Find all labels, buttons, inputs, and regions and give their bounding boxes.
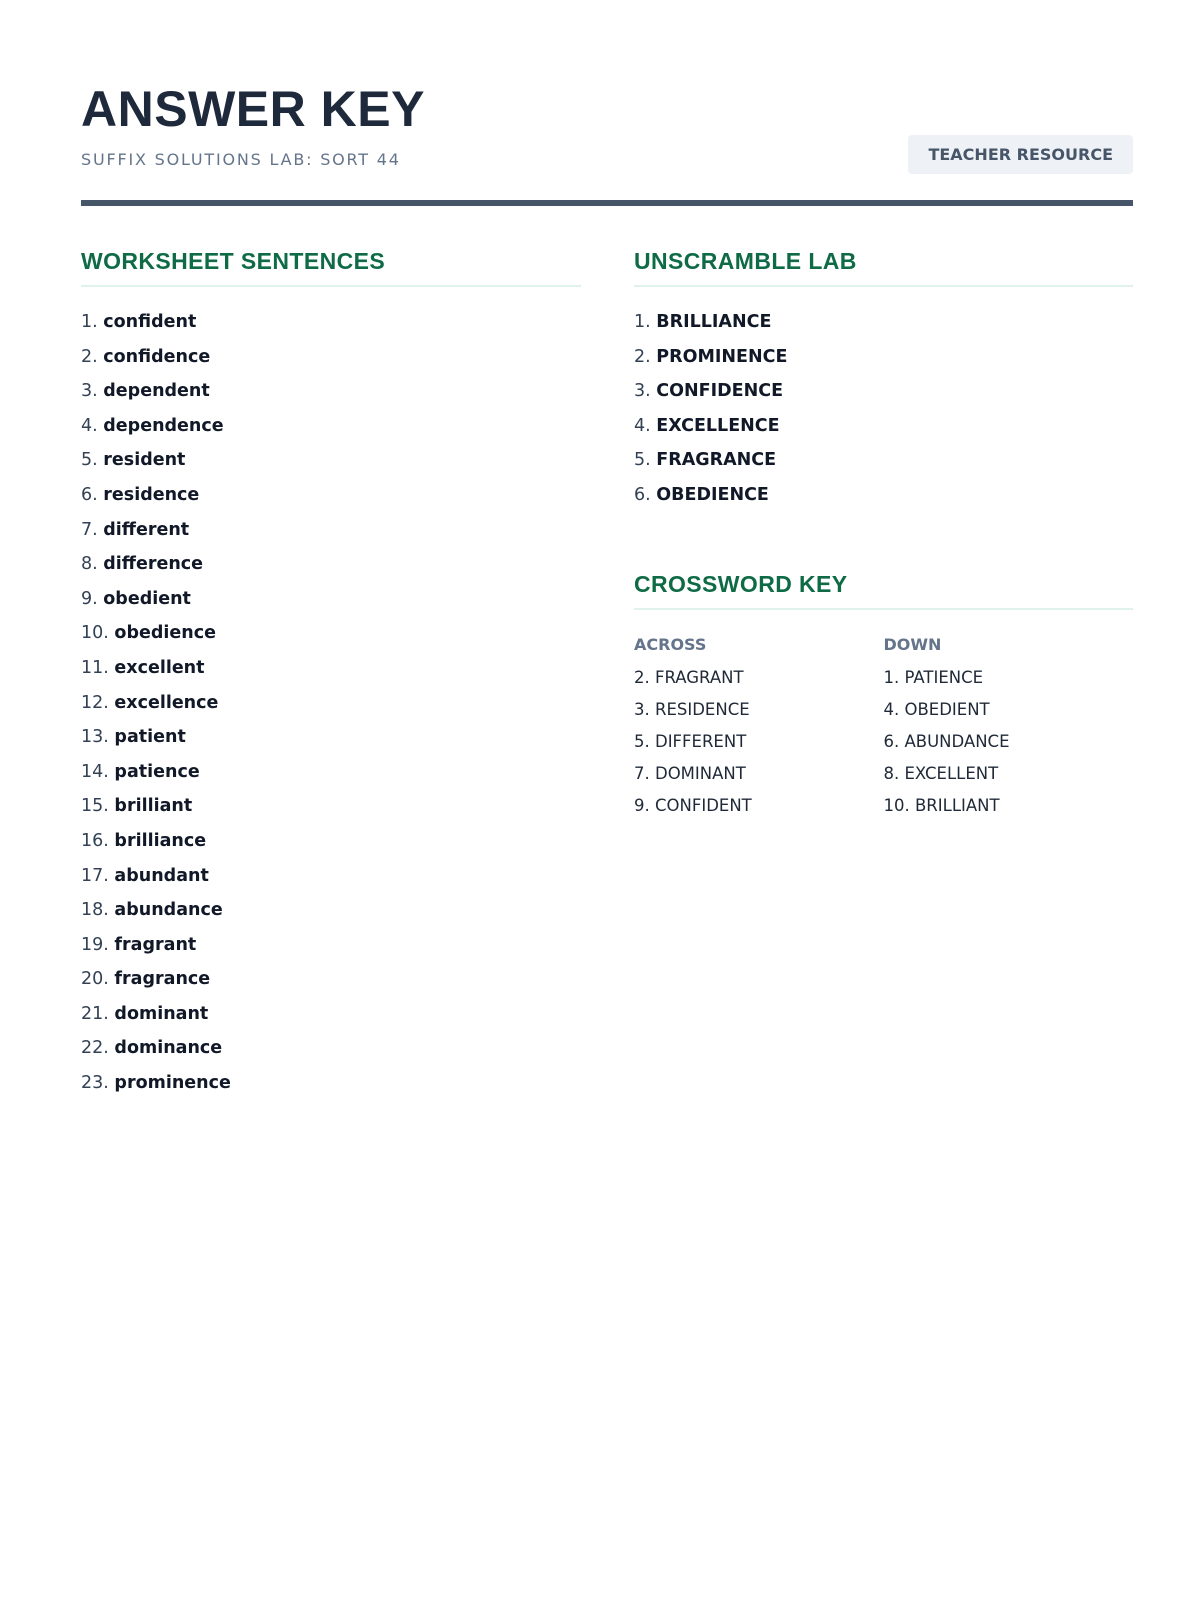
item-number: 6. [81,484,98,505]
unscramble-section-title: UNSCRAMBLE LAB [634,248,1133,287]
item-number: 2. [634,346,651,367]
item-number: 10. [81,623,109,644]
crossword-grid [634,630,1133,822]
worksheet-item [81,962,581,997]
crossword-section-title: CROSSWORD KEY [634,571,1133,610]
worksheet-item [81,755,581,790]
down-answer: 8. EXCELLENT [883,763,999,783]
item-answer: resident [103,450,186,471]
item-number: 11. [81,657,109,678]
worksheet-section [81,248,581,1101]
worksheet-item [81,651,581,686]
item-answer: patient [114,727,186,748]
crossword-down-column [884,630,1134,822]
item-number: 8. [81,554,98,575]
item-number: 23. [81,1073,109,1094]
item-number: 1. [81,312,98,332]
worksheet-item [81,582,581,617]
worksheet-item [81,997,581,1032]
unscramble-item [634,443,1133,478]
item-answer: brilliance [114,830,207,851]
worksheet-item [81,893,581,928]
header-divider [81,200,1133,206]
unscramble-item [634,340,1133,375]
down-answer: 6. ABUNDANCE [883,731,1010,751]
item-number: 16. [81,830,109,851]
worksheet-item [81,616,581,651]
item-answer: dependent [103,381,210,402]
item-number: 2. [81,346,98,367]
worksheet-item [81,1031,581,1066]
item-number: 19. [81,934,109,955]
item-number: 13. [81,727,109,748]
item-answer: fragrant [114,934,197,955]
item-answer: prominence [114,1073,231,1094]
item-answer: dominant [114,1003,209,1024]
worksheet-item [81,720,581,755]
unscramble-section [634,248,1133,513]
across-answer: 2. FRAGRANT [634,667,744,687]
header [81,80,1133,169]
worksheet-item [81,409,581,444]
item-number: 5. [634,450,651,471]
worksheet-item [81,443,581,478]
worksheet-item [81,340,581,375]
item-number: 18. [81,900,109,921]
item-number: 12. [81,692,109,713]
worksheet-item [81,686,581,721]
across-answer: 9. CONFIDENT [634,795,752,815]
item-answer: residence [103,484,200,505]
item-number: 6. [634,484,651,505]
item-answer: abundance [114,900,223,921]
item-number: 5. [81,450,98,471]
across-answer: 3. RESIDENCE [634,699,750,719]
item-answer: difference [103,554,204,575]
across-answer: 5. DIFFERENT [634,731,747,751]
unscramble-answer-list [634,305,1133,513]
item-answer: excellence [114,692,219,713]
item-answer: dominance [114,1038,223,1059]
item-number: 4. [81,415,98,436]
worksheet-item [81,547,581,582]
item-answer: abundant [114,865,209,886]
unscramble-item [634,409,1133,444]
worksheet-item [81,859,581,894]
item-answer: fragrance [114,969,211,990]
item-answer: CONFIDENCE [656,381,784,402]
worksheet-item [81,1066,581,1101]
across-answer: 7. DOMINANT [634,763,746,783]
down-answer-list [884,662,1134,822]
right-column [634,248,1133,822]
item-answer: excellent [114,657,205,678]
item-answer: brilliant [114,796,193,817]
crossword-section [634,571,1133,822]
down-answer: 10. BRILLIANT [883,795,1000,815]
worksheet-item [81,513,581,548]
across-answer-list [634,662,884,822]
item-answer: EXCELLENCE [656,415,780,436]
unscramble-item [634,305,1133,340]
item-number: 14. [81,761,109,782]
worksheet-item [81,824,581,859]
unscramble-item [634,374,1133,409]
item-number: 20. [81,969,109,990]
item-number: 3. [81,381,98,402]
page-title: ANSWER KEY [81,81,425,137]
item-number: 3. [634,381,651,402]
item-number: 7. [81,519,98,540]
item-answer: different [103,519,190,540]
teacher-resource-badge: TEACHER RESOURCE [908,135,1133,174]
item-number: 22. [81,1038,109,1059]
unscramble-item [634,478,1133,513]
item-answer: obedient [103,588,191,609]
item-answer: PROMINENCE [656,346,788,367]
item-answer: dependence [103,415,224,436]
item-answer: confidence [103,346,211,367]
worksheet-section-title: WORKSHEET SENTENCES [81,248,581,287]
down-heading: DOWN [883,634,942,654]
down-answer: 1. PATIENCE [883,667,984,687]
page-subtitle: SUFFIX SOLUTIONS LAB: SORT 44 [81,150,401,169]
worksheet-answer-list [81,305,581,1101]
worksheet-item [81,305,581,340]
item-number: 15. [81,796,109,817]
item-answer: OBEDIENCE [656,484,769,505]
worksheet-item [81,928,581,963]
item-answer: BRILLIANCE [656,312,772,332]
worksheet-item [81,478,581,513]
worksheet-item [81,789,581,824]
item-answer: obedience [114,623,216,644]
across-heading: ACROSS [634,634,707,654]
item-answer: patience [114,761,200,782]
item-answer: FRAGRANCE [656,450,777,471]
item-number: 21. [81,1003,109,1024]
item-answer: confident [103,312,197,332]
item-number: 9. [81,588,98,609]
item-number: 17. [81,865,109,886]
item-number: 4. [634,415,651,436]
crossword-across-column [634,630,884,822]
down-answer: 4. OBEDIENT [883,699,990,719]
item-number: 1. [634,312,651,332]
worksheet-item [81,374,581,409]
